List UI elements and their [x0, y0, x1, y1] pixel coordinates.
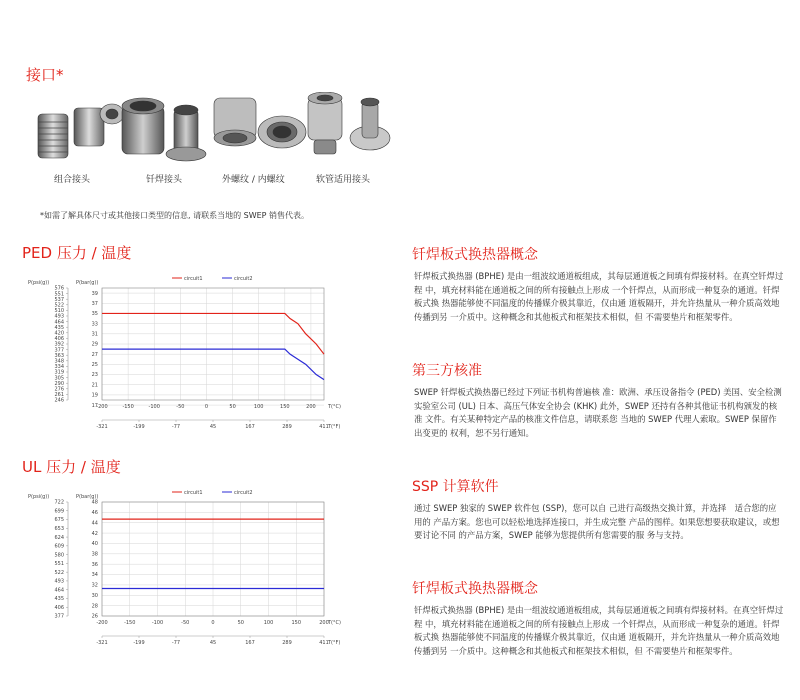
ped-f-tick-label: 411	[319, 424, 329, 430]
ped-bar-tick-label: 21	[91, 382, 98, 389]
ped-f-tick-label: -77	[171, 424, 181, 430]
ul-c-tick-label: 150	[291, 620, 302, 626]
ped-psi-tick-label: 493	[54, 313, 64, 320]
ul-psi-tick-label: 464	[54, 587, 64, 594]
ul-psi-tick-label: 624	[54, 534, 64, 541]
ped-psi-tick-label: 246	[54, 397, 64, 404]
ped-f-unit: T(°F)	[328, 424, 341, 430]
ul-psi-tick-label: 699	[54, 508, 64, 515]
conn-label-combo: 组合接头	[54, 175, 91, 185]
ul-c-tick-label: -50	[181, 620, 190, 626]
ul-bar-tick-label: 44	[91, 520, 98, 527]
ped-bar-tick-label: 23	[91, 372, 98, 379]
ped-c-tick-label: -50	[176, 404, 185, 410]
ul-bar-tick-label: 32	[91, 582, 98, 589]
ped-psi-tick-label: 276	[54, 386, 64, 393]
ul-bar-tick-label: 40	[91, 541, 98, 548]
threaded-pipe-fittings-icon	[30, 92, 130, 164]
ped-chart	[22, 268, 352, 438]
ped-right-axis-label: P(bar(g))	[76, 280, 99, 286]
ul-bar-tick-label: 34	[91, 572, 98, 579]
ped-psi-tick-label: 261	[54, 392, 64, 399]
conn-label-hose: 软管适用接头	[316, 175, 371, 185]
ped-legend-label: circuit2	[234, 276, 253, 282]
threaded-nut-icon	[210, 92, 310, 164]
ul-f-tick-label: 167	[245, 640, 255, 646]
section-bphe-repeat-body: 钎焊板式换热器 (BPHE) 是由一组波纹通道板组成，其每层通道板之间填有焊接材料。在真空钎焊过程 中，填充材料能在通道板之间的所有接触点上形成 一个钎焊点，从而形成一种复杂的通道。钎焊板式换 热器能够使不同温度的传播媒介极其靠近，仅由通 道板隔开，并允许热量从一种介质高效地传播到另 一介质中。这种概念和其他板式和框架技术相似，但 不需要垫片和框架零件。	[414, 605, 784, 656]
ul-legend-label: circuit1	[184, 490, 203, 496]
section-bphe-body: 钎焊板式换热器 (BPHE) 是由一组波纹通道板组成，其每层通道板之间填有焊接材料。在真空钎焊过程 中，填充材料能在通道板之间的所有接触点上形成 一个钎焊点，从而形成一种复杂的通道。钎焊板式换 热器能够使不同温度的传播媒介极其靠近，仅由通 道板隔开，并允许热量从一种介质高效地传播到另 一介质中。这种概念和其他板式和框架技术相似，但 不需要垫片和框架零件。	[414, 271, 784, 322]
ul-bar-tick-label: 36	[91, 561, 98, 568]
ul-bar-tick-label: 48	[91, 499, 98, 506]
ul-c-tick-label: 50	[237, 620, 244, 626]
ped-f-tick-label: 167	[245, 424, 255, 430]
ped-bar-tick-label: 37	[91, 300, 98, 307]
ped-f-tick-label: 289	[282, 424, 292, 430]
ul-psi-tick-label: 435	[54, 596, 64, 603]
section-ssp-title: SSP 计算软件	[412, 479, 499, 495]
ped-psi-tick-label: 363	[54, 352, 64, 359]
ped-psi-tick-label: 510	[54, 308, 64, 315]
ped-c-tick-label: 0	[204, 404, 209, 410]
ul-f-unit: T(°F)	[328, 640, 341, 646]
ped-psi-tick-label: 392	[54, 341, 64, 348]
ul-bar-tick-label: 28	[91, 603, 98, 610]
ped-f-tick-label: -199	[133, 424, 145, 430]
ped-psi-tick-label: 420	[54, 330, 64, 337]
ped-psi-tick-label: 334	[54, 364, 64, 371]
ped-c-tick-label: -150	[122, 404, 134, 410]
ped-psi-tick-label: 377	[54, 347, 64, 354]
ul-f-tick-label: -321	[96, 640, 108, 646]
ul-bar-tick-label: 26	[91, 613, 98, 620]
ped-f-tick-label: 45	[209, 424, 217, 430]
ul-bar-tick-label: 46	[91, 510, 98, 517]
ul-c-tick-label: -150	[124, 620, 136, 626]
ul-right-axis-label: P(bar(g))	[76, 494, 99, 500]
ped-psi-tick-label: 348	[54, 358, 64, 365]
ul-psi-tick-label: 406	[54, 604, 64, 611]
ped-left-axis-label: P(psi(g))	[28, 280, 50, 286]
hose-connector-icon	[300, 92, 400, 164]
ped-c-tick-label: 100	[253, 404, 264, 410]
ul-chart-title: UL 压力 / 温度	[22, 458, 121, 476]
ped-bar-tick-label: 29	[91, 341, 98, 348]
ped-psi-tick-label: 551	[54, 291, 64, 298]
ped-bar-tick-label: 39	[91, 290, 98, 297]
brazed-connection-icon	[118, 92, 218, 164]
ul-f-tick-label: 411	[319, 640, 329, 646]
conn-label-brazed: 钎焊接头	[146, 175, 183, 185]
ul-legend-label: circuit2	[234, 490, 253, 496]
connections-footnote: *如需了解具体尺寸或其他接口类型的信息, 请联系当地的 SWEP 销售代表。	[40, 211, 310, 220]
ped-bar-tick-label: 31	[91, 331, 98, 338]
ul-c-tick-label: 0	[211, 620, 215, 626]
ped-c-tick-label: 150	[280, 404, 290, 410]
conn-label-threaded: 外螺纹 / 内螺纹	[222, 175, 285, 185]
ul-bar-tick-label: 42	[91, 530, 98, 537]
ul-psi-tick-label: 522	[54, 569, 64, 576]
ped-chart-title: PED 压力 / 温度	[22, 244, 132, 262]
ul-f-tick-label: -199	[133, 640, 145, 646]
ul-psi-tick-label: 653	[54, 526, 64, 533]
ped-legend-label: circuit1	[184, 276, 203, 282]
ped-psi-tick-label: 522	[54, 302, 64, 309]
ped-c-tick-label: 50	[229, 404, 236, 410]
ped-bar-tick-label: 35	[91, 311, 98, 318]
ped-psi-tick-label: 319	[54, 369, 64, 376]
ped-psi-tick-label: 290	[54, 380, 64, 387]
ul-psi-tick-label: 493	[54, 578, 64, 585]
ul-chart	[22, 482, 352, 654]
section-approval-title: 第三方核准	[412, 363, 482, 379]
section-approval-body: SWEP 钎焊板式换热器已经过下列证书机构普遍核 准：欧洲、承压设备指令 (PED) 美国、安全检测实验室公司 (UL) 日本、高压气体安全协会 (KHK) 此外，SWEP 还持有各种其他证书机构颁发的核准 文件。有关某种特定产品的核准文件信息，请联系您 当地的 SWEP 代理人索取。SWEP 保留作出变更的 权利，恕不另行通知。	[414, 387, 782, 438]
ped-psi-tick-label: 406	[54, 336, 64, 343]
ul-psi-tick-label: 580	[54, 552, 64, 559]
ul-psi-tick-label: 377	[54, 613, 64, 620]
ul-left-axis-label: P(psi(g))	[28, 494, 50, 500]
ul-c-tick-label: -200	[96, 620, 108, 626]
ped-psi-tick-label: 576	[54, 285, 64, 292]
ped-psi-tick-label: 435	[54, 324, 64, 331]
ped-psi-tick-label: 537	[54, 296, 64, 303]
ped-psi-tick-label: 305	[54, 375, 64, 382]
ul-c-unit: T(°C)	[328, 620, 341, 626]
ped-c-tick-label: 200	[306, 404, 316, 410]
section-bphe-repeat-title: 钎焊板式换热器概念	[412, 581, 538, 597]
section-bphe-title: 钎焊板式换热器概念	[412, 247, 538, 263]
ul-bar-tick-label: 30	[91, 592, 98, 599]
ped-c-tick-label: -100	[148, 404, 160, 410]
ped-bar-tick-label: 27	[91, 351, 98, 358]
ul-c-tick-label: 200	[319, 620, 329, 626]
ped-c-unit: T(°C)	[328, 404, 341, 410]
ped-bar-tick-label: 17	[91, 402, 98, 409]
connections-title: 接口*	[26, 66, 64, 84]
ul-psi-tick-label: 609	[54, 543, 64, 550]
ul-c-tick-label: 100	[263, 620, 274, 626]
ped-c-tick-label: -200	[96, 404, 108, 410]
section-ssp-body: 通过 SWEP 独家的 SWEP 软件包 (SSP)，您可以自 己进行高级热交换计算，并选择 适合您的应用的 产品方案。您也可以轻松地选择连接口，并生成完整 产品的图样。如果您想要获取建议，或想要讨论不同 的产品方案，SWEP 能够为您提供所有您需要的服 务与支持。	[414, 503, 780, 541]
ul-psi-tick-label: 722	[54, 499, 64, 506]
ped-bar-tick-label: 33	[91, 321, 98, 328]
ped-psi-tick-label: 464	[54, 319, 64, 326]
ul-psi-tick-label: 551	[54, 561, 64, 568]
ped-bar-tick-label: 19	[91, 392, 98, 399]
ul-psi-tick-label: 675	[54, 517, 64, 524]
ped-f-tick-label: -321	[96, 424, 108, 430]
ul-bar-tick-label: 38	[91, 551, 98, 558]
ul-f-tick-label: -77	[171, 640, 181, 646]
ul-f-tick-label: 45	[209, 640, 217, 646]
ul-c-tick-label: -100	[151, 620, 164, 626]
ped-bar-tick-label: 25	[91, 362, 98, 369]
ul-f-tick-label: 289	[282, 640, 292, 646]
